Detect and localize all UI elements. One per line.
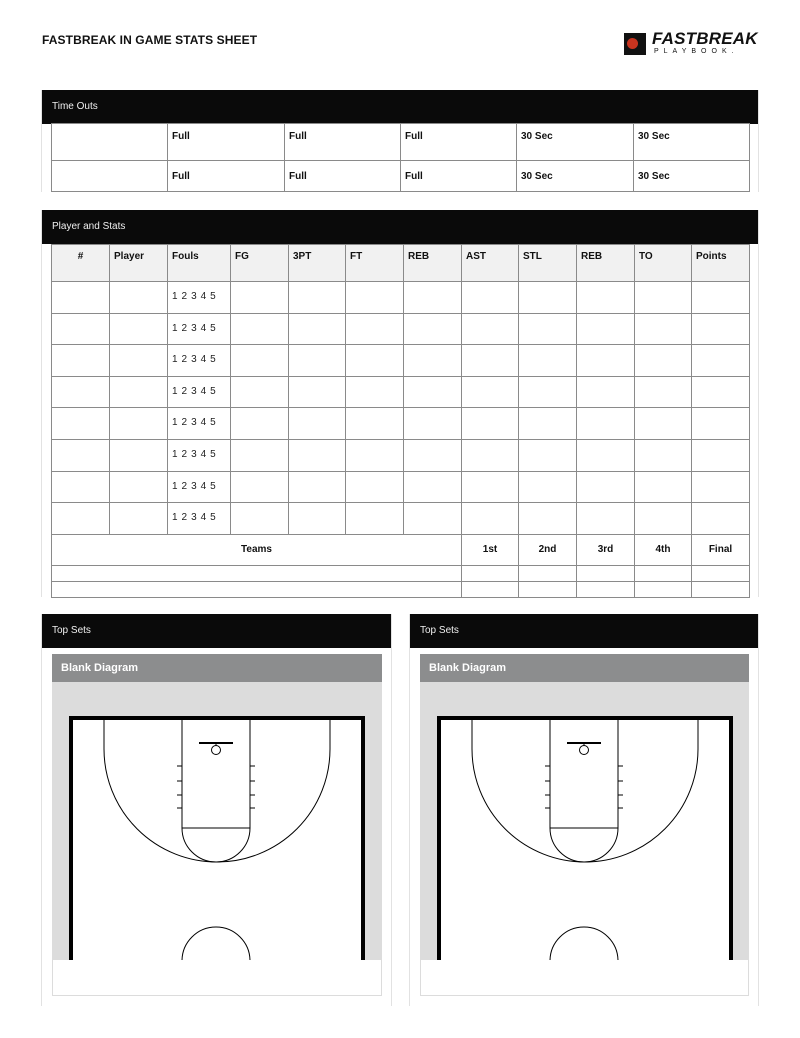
timeout-cell: Full bbox=[285, 124, 401, 161]
stat-cell[interactable] bbox=[346, 503, 404, 535]
stats-column-header: Player bbox=[110, 245, 168, 282]
player-row bbox=[52, 313, 750, 345]
stat-cell[interactable] bbox=[289, 439, 346, 471]
stat-cell[interactable] bbox=[231, 313, 289, 345]
period-score-cell[interactable] bbox=[692, 565, 750, 581]
stat-cell[interactable] bbox=[519, 313, 577, 345]
stat-cell[interactable] bbox=[462, 376, 519, 408]
stat-cell[interactable] bbox=[110, 313, 168, 345]
stat-cell[interactable] bbox=[404, 408, 462, 440]
stat-cell[interactable] bbox=[404, 313, 462, 345]
player-row bbox=[52, 503, 750, 535]
timeout-team-cell[interactable] bbox=[52, 161, 168, 192]
teams-header-row bbox=[52, 534, 750, 565]
stats-column-header: FT bbox=[346, 245, 404, 282]
stat-cell[interactable] bbox=[404, 345, 462, 377]
stat-cell[interactable] bbox=[519, 345, 577, 377]
stat-cell[interactable] bbox=[289, 408, 346, 440]
diagram-title-right: Blank Diagram bbox=[420, 654, 749, 682]
timeouts-header: Time Outs bbox=[42, 90, 758, 124]
stat-cell[interactable] bbox=[52, 313, 110, 345]
timeouts-row bbox=[52, 124, 750, 161]
fouls-cell[interactable]: 1 2 3 4 5 bbox=[168, 313, 231, 345]
stat-cell[interactable] bbox=[577, 503, 635, 535]
stat-cell[interactable] bbox=[231, 408, 289, 440]
timeouts-table bbox=[51, 123, 750, 192]
fouls-cell[interactable]: 1 2 3 4 5 bbox=[168, 439, 231, 471]
timeout-cell: Full bbox=[401, 124, 517, 161]
stat-cell[interactable] bbox=[231, 376, 289, 408]
stat-cell[interactable] bbox=[577, 345, 635, 377]
stat-cell[interactable] bbox=[231, 503, 289, 535]
stat-cell[interactable] bbox=[52, 471, 110, 503]
stat-cell[interactable] bbox=[577, 376, 635, 408]
player-stats-header: Player and Stats bbox=[42, 210, 758, 244]
timeout-team-cell[interactable] bbox=[52, 124, 168, 161]
period-score-cell[interactable] bbox=[462, 565, 519, 581]
stat-cell[interactable] bbox=[110, 503, 168, 535]
period-header: Final bbox=[692, 534, 750, 565]
stat-cell[interactable] bbox=[404, 439, 462, 471]
period-score-cell[interactable] bbox=[577, 581, 635, 597]
stat-cell[interactable] bbox=[577, 313, 635, 345]
stat-cell[interactable] bbox=[635, 313, 692, 345]
timeout-cell: 30 Sec bbox=[517, 161, 634, 192]
stat-cell[interactable] bbox=[289, 345, 346, 377]
stat-cell[interactable] bbox=[231, 345, 289, 377]
stat-cell[interactable] bbox=[52, 345, 110, 377]
fouls-cell[interactable]: 1 2 3 4 5 bbox=[168, 408, 231, 440]
period-score-cell[interactable] bbox=[519, 581, 577, 597]
stats-column-header: Fouls bbox=[168, 245, 231, 282]
stat-cell[interactable] bbox=[692, 439, 750, 471]
stat-cell[interactable] bbox=[110, 471, 168, 503]
stat-cell[interactable] bbox=[462, 345, 519, 377]
stat-cell[interactable] bbox=[635, 376, 692, 408]
player-stats-table bbox=[51, 244, 750, 598]
diagram-title-left: Blank Diagram bbox=[52, 654, 382, 682]
stat-cell[interactable] bbox=[52, 439, 110, 471]
fouls-cell[interactable]: 1 2 3 4 5 bbox=[168, 503, 231, 535]
stat-cell[interactable] bbox=[404, 471, 462, 503]
fouls-cell[interactable]: 1 2 3 4 5 bbox=[168, 282, 231, 314]
team-score-row bbox=[52, 581, 750, 597]
stats-column-header: REB bbox=[404, 245, 462, 282]
stat-cell[interactable] bbox=[692, 503, 750, 535]
player-row bbox=[52, 376, 750, 408]
stats-column-header: STL bbox=[519, 245, 577, 282]
stat-cell[interactable] bbox=[462, 313, 519, 345]
half-court-icon bbox=[420, 682, 749, 960]
stat-cell[interactable] bbox=[692, 471, 750, 503]
stat-cell[interactable] bbox=[577, 471, 635, 503]
timeout-cell: Full bbox=[285, 161, 401, 192]
logo-wordmark: FASTBREAK bbox=[652, 29, 758, 48]
period-score-cell[interactable] bbox=[577, 565, 635, 581]
stat-cell[interactable] bbox=[635, 345, 692, 377]
stat-cell[interactable] bbox=[577, 439, 635, 471]
stats-column-header: TO bbox=[635, 245, 692, 282]
stat-cell[interactable] bbox=[519, 503, 577, 535]
fouls-cell[interactable]: 1 2 3 4 5 bbox=[168, 376, 231, 408]
stat-cell[interactable] bbox=[346, 313, 404, 345]
player-row bbox=[52, 439, 750, 471]
stat-cell[interactable] bbox=[462, 439, 519, 471]
player-row bbox=[52, 408, 750, 440]
basketball-icon bbox=[624, 33, 646, 55]
stat-cell[interactable] bbox=[346, 439, 404, 471]
stats-column-header: Points bbox=[692, 245, 750, 282]
stat-cell[interactable] bbox=[519, 376, 577, 408]
timeout-cell: Full bbox=[168, 124, 285, 161]
stat-cell[interactable] bbox=[289, 313, 346, 345]
stat-cell[interactable] bbox=[635, 439, 692, 471]
timeout-cell: Full bbox=[168, 161, 285, 192]
timeout-cell: 30 Sec bbox=[634, 161, 750, 192]
logo-subtitle: PLAYBOOK. bbox=[654, 48, 739, 55]
stat-cell[interactable] bbox=[577, 408, 635, 440]
half-court-icon bbox=[52, 682, 382, 960]
team-name-cell[interactable] bbox=[52, 565, 462, 581]
stat-cell[interactable] bbox=[110, 408, 168, 440]
stat-cell[interactable] bbox=[462, 471, 519, 503]
stat-cell[interactable] bbox=[462, 282, 519, 314]
period-score-cell[interactable] bbox=[692, 581, 750, 597]
stats-column-header: 3PT bbox=[289, 245, 346, 282]
diagram-footer-right bbox=[420, 960, 749, 996]
court-diagram-right[interactable] bbox=[420, 682, 749, 960]
timeout-cell: Full bbox=[401, 161, 517, 192]
stat-cell[interactable] bbox=[346, 282, 404, 314]
top-sets-header-left: Top Sets bbox=[42, 614, 391, 648]
stat-cell[interactable] bbox=[289, 503, 346, 535]
stat-cell[interactable] bbox=[462, 503, 519, 535]
fastbreak-logo bbox=[624, 29, 758, 57]
stat-cell[interactable] bbox=[346, 345, 404, 377]
stat-cell[interactable] bbox=[635, 471, 692, 503]
stat-cell[interactable] bbox=[110, 376, 168, 408]
stat-cell[interactable] bbox=[577, 282, 635, 314]
team-score-row bbox=[52, 565, 750, 581]
court-diagram-left[interactable] bbox=[52, 682, 382, 960]
stat-cell[interactable] bbox=[289, 471, 346, 503]
team-name-cell[interactable] bbox=[52, 581, 462, 597]
stat-cell[interactable] bbox=[52, 408, 110, 440]
stat-cell[interactable] bbox=[110, 439, 168, 471]
stat-cell[interactable] bbox=[52, 282, 110, 314]
period-header: 2nd bbox=[519, 534, 577, 565]
stat-cell[interactable] bbox=[289, 282, 346, 314]
stat-cell[interactable] bbox=[519, 439, 577, 471]
stats-header-row bbox=[52, 245, 750, 282]
stat-cell[interactable] bbox=[346, 376, 404, 408]
stats-column-header: REB bbox=[577, 245, 635, 282]
stat-cell[interactable] bbox=[231, 439, 289, 471]
teams-label: Teams bbox=[52, 534, 462, 565]
stat-cell[interactable] bbox=[692, 313, 750, 345]
stat-cell[interactable] bbox=[346, 471, 404, 503]
stat-cell[interactable] bbox=[404, 376, 462, 408]
stats-column-header: AST bbox=[462, 245, 519, 282]
page-title: FASTBREAK IN GAME STATS SHEET bbox=[42, 33, 258, 47]
stat-cell[interactable] bbox=[692, 282, 750, 314]
stat-cell[interactable] bbox=[110, 345, 168, 377]
timeout-cell: 30 Sec bbox=[634, 124, 750, 161]
stats-column-header: # bbox=[52, 245, 110, 282]
fouls-cell[interactable]: 1 2 3 4 5 bbox=[168, 471, 231, 503]
top-sets-header-right: Top Sets bbox=[410, 614, 758, 648]
stat-cell[interactable] bbox=[52, 503, 110, 535]
stat-cell[interactable] bbox=[110, 282, 168, 314]
period-score-cell[interactable] bbox=[519, 565, 577, 581]
stat-cell[interactable] bbox=[289, 376, 346, 408]
stat-cell[interactable] bbox=[52, 376, 110, 408]
stat-cell[interactable] bbox=[519, 471, 577, 503]
period-score-cell[interactable] bbox=[462, 581, 519, 597]
stat-cell[interactable] bbox=[635, 282, 692, 314]
stat-cell[interactable] bbox=[346, 408, 404, 440]
stats-column-header: FG bbox=[231, 245, 289, 282]
period-header: 1st bbox=[462, 534, 519, 565]
stat-cell[interactable] bbox=[404, 282, 462, 314]
stat-cell[interactable] bbox=[692, 376, 750, 408]
player-row bbox=[52, 471, 750, 503]
stat-cell[interactable] bbox=[231, 282, 289, 314]
stat-cell[interactable] bbox=[404, 503, 462, 535]
stat-cell[interactable] bbox=[231, 471, 289, 503]
timeouts-row bbox=[52, 161, 750, 192]
period-score-cell[interactable] bbox=[635, 581, 692, 597]
stat-cell[interactable] bbox=[519, 408, 577, 440]
stat-cell[interactable] bbox=[692, 408, 750, 440]
stat-cell[interactable] bbox=[692, 345, 750, 377]
timeout-cell: 30 Sec bbox=[517, 124, 634, 161]
diagram-footer-left bbox=[52, 960, 382, 996]
stat-cell[interactable] bbox=[519, 282, 577, 314]
stat-cell[interactable] bbox=[635, 408, 692, 440]
period-score-cell[interactable] bbox=[635, 565, 692, 581]
period-header: 3rd bbox=[577, 534, 635, 565]
player-row bbox=[52, 282, 750, 314]
period-header: 4th bbox=[635, 534, 692, 565]
stat-cell[interactable] bbox=[635, 503, 692, 535]
fouls-cell[interactable]: 1 2 3 4 5 bbox=[168, 345, 231, 377]
stat-cell[interactable] bbox=[462, 408, 519, 440]
player-row bbox=[52, 345, 750, 377]
